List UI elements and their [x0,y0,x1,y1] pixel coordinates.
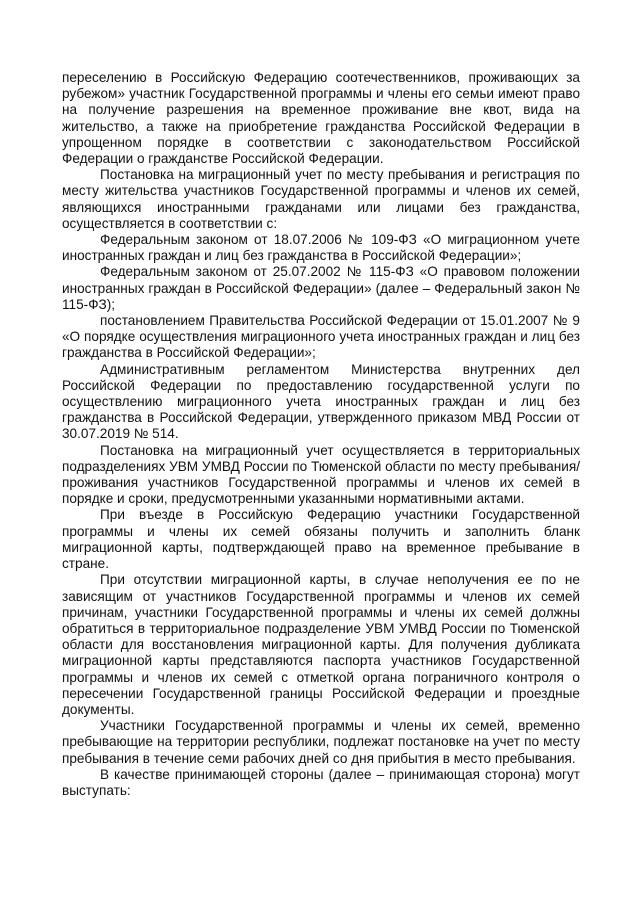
paragraph-5: постановлением Правительства Российской Федерации от 15.01.2007 № 9 «О порядке осуществления миграционного учета иностранных граждан и лиц без гражданства в Российской Федерации»; [62,313,580,361]
paragraph-1: переселению в Российскую Федерацию соотечественников, проживающих за рубежом» участник Государственной программы и члены его семьи имеют право на получение разрешения на временное проживание вне квот, вида на жительство, а также на приобретение гражданства Российской Федерации в упрощенном порядке в соответствии с законодательством Российской Федерации о гражданстве Российской Федерации. [62,70,580,167]
paragraph-7: Постановка на миграционный учет осуществляется в территориальных подразделениях УВМ УМВД России по Тюменской области по месту пребывания/проживания участников Государственной программы и членов их семей в порядке и сроки, предусмотренными указанными нормативными актами. [62,442,580,507]
paragraph-3: Федеральным законом от 18.07.2006 № 109-ФЗ «О миграционном учете иностранных граждан и лиц без гражданства в Российской Федерации»; [62,232,580,264]
paragraph-10: Участники Государственной программы и члены их семей, временно пребывающие на территории республики, подлежат постановке на учет по месту пребывания в течение семи рабочих дней со дня прибытия в место пребывания. [62,718,580,766]
paragraph-8: При въезде в Российскую Федерацию участники Государственной программы и члены их семей обязаны получить и заполнить бланк миграционной карты, подтверждающей право на временное пребывание в стране. [62,507,580,572]
paragraph-9: При отсутствии миграционной карты, в случае неполучения ее по не зависящим от участников Государственной программы и членов их семей причинам, участники Государственной программы и члены их семей должны обратиться в территориальное подразделение УВМ УМВД России по Тюменской области для восстановления миграционной карты. Для получения дубликата миграционной карты представляются паспорта участников Государственной программы и членов их семей с отметкой органа пограничного контроля о пересечении Государственной границы Российской Федерации и проездные документы. [62,572,580,717]
paragraph-4: Федеральным законом от 25.07.2002 № 115-ФЗ «О правовом положении иностранных граждан в Российской Федерации» (далее – Федеральный закон № 115-ФЗ); [62,264,580,312]
paragraph-11: В качестве принимающей стороны (далее – принимающая сторона) могут выступать: [62,766,580,798]
paragraph-6: Административным регламентом Министерства внутренних дел Российской Федерации по предоставлению государственной услуги по осуществлению миграционного учета иностранных граждан и лиц без гражданства в Российской Федерации, утвержденного приказом МВД России от 30.07.2019 № 514. [62,361,580,442]
paragraph-2: Постановка на миграционный учет по месту пребывания и регистрация по месту жительства участников Государственной программы и членов их семей, являющихся иностранными гражданами или лицами без гражданства, осуществляется в соответствии с: [62,167,580,231]
